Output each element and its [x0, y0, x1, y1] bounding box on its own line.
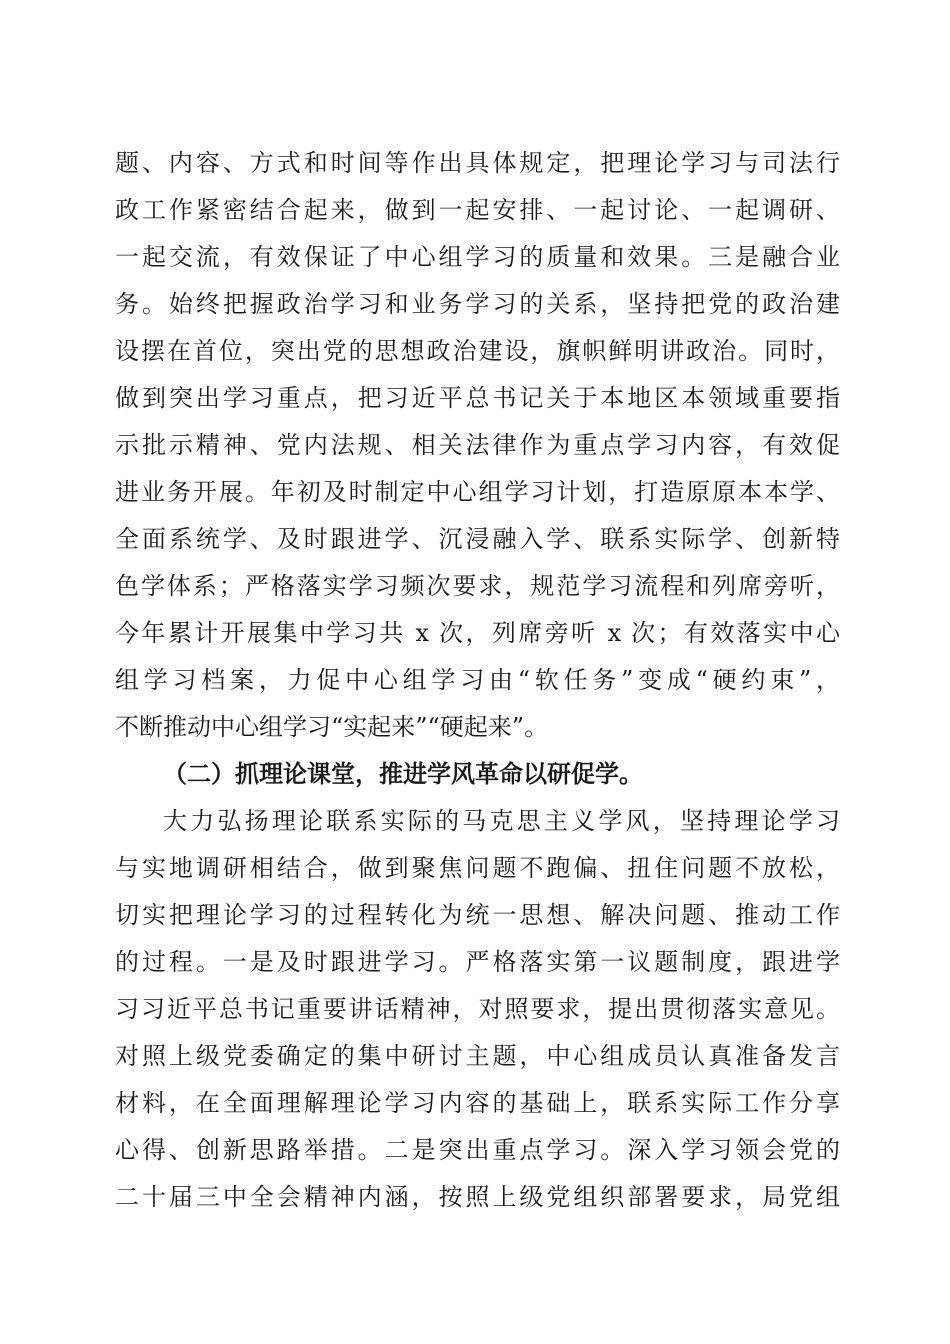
paragraph-1-line: 一起交流，有效保证了中心组学习的质量和效果。三是融合业: [115, 243, 840, 271]
section-heading: （二）抓理论课堂，推进学风革命以研促学。: [163, 759, 643, 788]
paragraph-1-line: 设摆在首位，突出党的思想政治建设，旗帜鲜明讲政治。同时，: [115, 337, 840, 365]
paragraph-1-line: 全面系统学、及时跟进学、沉浸融入学、联系实际学、创新特: [115, 525, 840, 553]
paragraph-1-line: 色学体系；严格落实学习频次要求，规范学习流程和列席旁听，: [115, 572, 840, 600]
paragraph-2-line: 习习近平总书记重要讲话精神，对照要求，提出贯彻落实意见。: [115, 995, 840, 1023]
paragraph-2-line: 二十届三中全会精神内涵，按照上级党组织部署要求，局党组: [115, 1183, 840, 1211]
paragraph-1-line: 示批示精神、党内法规、相关法律作为重点学习内容，有效促: [115, 431, 840, 459]
paragraph-2-line: 对照上级党委确定的集中研讨主题，中心组成员认真准备发言: [115, 1042, 840, 1070]
paragraph-2-line: 心得、创新思路举措。二是突出重点学习。深入学习领会党的: [115, 1136, 840, 1164]
paragraph-1-line: 务。始终把握政治学习和业务学习的关系，坚持把党的政治建: [115, 290, 840, 318]
paragraph-1-line: 题、内容、方式和时间等作出具体规定，把理论学习与司法行: [115, 149, 840, 177]
paragraph-1-line: 进业务开展。年初及时制定中心组学习计划，打造原原本本学、: [115, 478, 840, 506]
paragraph-2-line: 材料，在全面理解理论学习内容的基础上，联系实际工作分享: [115, 1089, 840, 1117]
paragraph-2-line: 大力弘扬理论联系实际的马克思主义学风，坚持理论学习: [163, 807, 840, 835]
paragraph-1-line: 组学习档案，力促中心组学习由“软任务”变成“硬约束”，: [115, 666, 840, 694]
paragraph-2-line: 与实地调研相结合，做到聚焦问题不跑偏、扭住问题不放松，: [115, 854, 840, 882]
paragraph-2-line: 切实把理论学习的过程转化为统一思想、解决问题、推动工作: [115, 901, 840, 929]
paragraph-1-line: 做到突出学习重点，把习近平总书记关于本地区本领域重要指: [115, 384, 840, 412]
paragraph-1-line: 政工作紧密结合起来，做到一起安排、一起讨论、一起调研、: [115, 196, 840, 224]
paragraph-2-line: 的过程。一是及时跟进学习。严格落实第一议题制度，跟进学: [115, 948, 840, 976]
paragraph-1-line: 不断推动中心组学习“实起来”“硬起来”。: [115, 713, 549, 741]
paragraph-1-line: 今年累计开展集中学习共 x 次，列席旁听 x 次；有效落实中心: [115, 619, 840, 647]
